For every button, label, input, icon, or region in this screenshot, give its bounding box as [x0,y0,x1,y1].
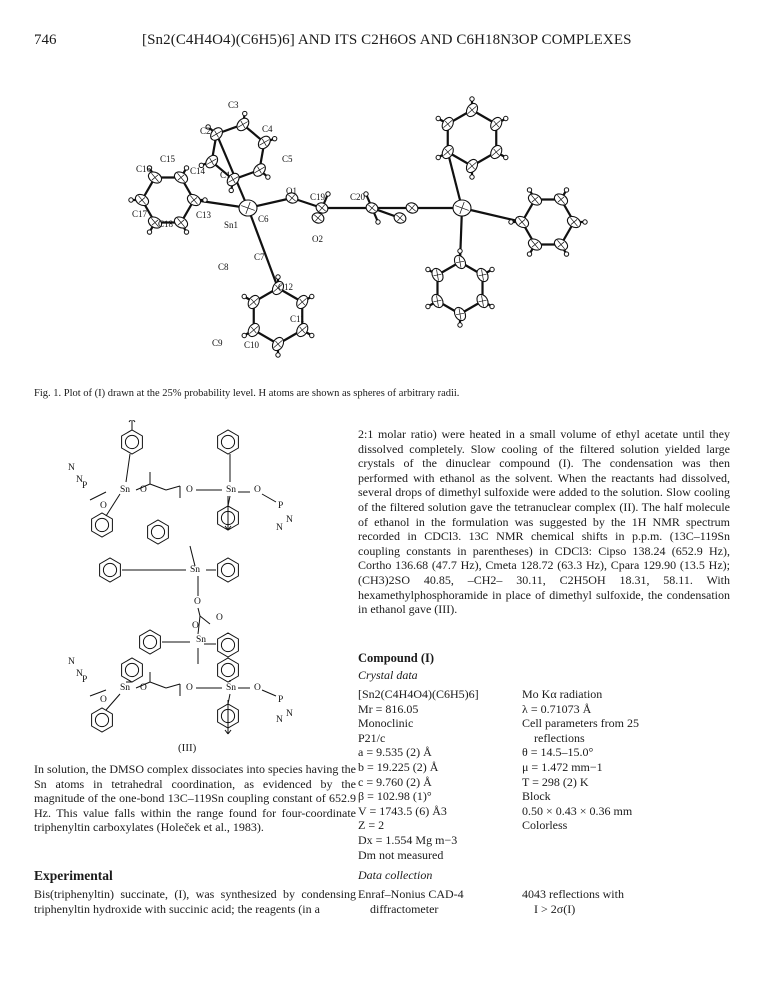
atom-ellipsoids [129,97,587,357]
bond [150,484,166,490]
nitrogen-symbol: N [276,523,283,533]
oxygen-symbol: O [216,613,223,623]
temperature: T = 298 (2) K [522,774,589,789]
solution-paragraph: In solution, the DMSO complex dissociates into species having the Sn atoms in tetrahedral coordination, as evidenced by the magnitude of the one-bond 13C–119Sn coupling constant of 652.9 Hz. This value falls within the range found for four-coordinate triphenyltin carboxylates (Holeček et al., 1983). [34,762,356,835]
running-title: [Sn2(C4H4O4)(C6H5)6] AND ITS C2H6OS AND C6H18N3OP COMPLEXES [142,32,632,48]
tin-symbol: Sn [196,635,207,645]
nitrogen-symbol: N [76,475,83,485]
atom-label: Sn1 [224,220,239,230]
aromatic-circle [221,435,234,448]
radiation: Mo Kα radiation [522,687,603,701]
hydrogen-sphere [490,304,494,308]
crystal-size: 0.50 × 0.43 × 0.36 mm [522,803,633,818]
phenyl-ring [218,430,239,454]
crystal-shape: Block [522,789,551,804]
experimental-text: Bis(triphenyltin) succinate, (I), was synthesized by condensing triphenyltin hydroxide with succinic acid; the reagents (in a [34,887,356,916]
tin-symbol: Sn [226,683,237,693]
phosphorus-symbol: P [278,501,284,511]
atom-label: C19 [310,192,326,202]
aromatic-circle [95,713,108,726]
page-number: 746 [34,32,57,48]
atom-label: C8 [218,262,229,272]
tin-symbol: Sn [120,485,131,495]
cell-c: c = 9.760 (2) Å [358,774,432,789]
scheme-label: (III) [178,742,197,754]
aromatic-circle [143,635,156,648]
density-x: Dx = 1.554 Mg m−3 [358,832,458,847]
hydrogen-sphere [184,230,188,234]
hydrogen-sphere [426,267,430,271]
data-collection-heading: Data collection [358,868,433,882]
hydrogen-sphere [426,304,430,308]
chemical-scheme [40,420,340,740]
oxygen-symbol: O [140,485,147,495]
hydrogen-sphere [229,188,233,192]
aromatic-circle [221,663,234,676]
hydrogen-sphere [276,275,280,279]
oxygen-symbol: O [100,501,107,511]
crystal-data-left [358,687,518,862]
cell-z: Z = 2 [358,818,385,833]
bond-lines [131,99,585,355]
data-collection-left [358,887,464,916]
absorption-mu: μ = 1.472 mm−1 [522,759,603,774]
phosphorus-symbol: P [278,695,284,705]
phosphorus-symbol: P [82,675,88,685]
atom-label: C17 [132,209,148,219]
aromatic-circle [221,638,234,651]
phenyl-ring [218,558,239,582]
atom-label: C3 [228,100,239,110]
data-collection-right [522,887,624,916]
oxygen-symbol: O [186,485,193,495]
running-header [34,32,754,54]
hydrogen-sphere [326,192,330,196]
figure-caption: Fig. 1. Plot of (I) drawn at the 25% probability level. H atoms are shown as spheres of arbitrary radii. [34,388,460,399]
phenyl-ring [148,520,169,544]
bond [166,486,180,490]
oxygen-symbol: O [254,485,261,495]
hydrogen-sphere [509,220,513,224]
intro-paragraph: 2:1 molar ratio) were heated in a small volume of ethyl acetate until they dissolved completely. Slow cooling of the filtered solution yielded large crystals of the dinuclear compound (I). The condensation was then performed with ethanol as the solvent. When the reactants had dissolved, several drops of dimethyl sulfoxide were added to the solution. Slow cooling of the filtered solution gave the tetranuclear complex (II). The half molecule of ethanol in the formulation was suggested by the 1H NMR spectrum recorded in CDCl3. 13C NMR chemical shifts in p.p.m. (13C–119Sn coupling constants in parentheses) in CDCl3: Cipso 138.24 (652.9 Hz), Cortho 136.68 (47.7 Hz), Cmeta 128.72 (63.3 Hz), Cpara 129.90 (13.5 Hz); (CH3)2SO 40.85, –CH2– 30.11, C2H5OH 18.31, 58.11. With hexamethylphosphoramide in place of dimethyl sulfoxide, the condensation in ethanol gave (III). [358,427,730,617]
nitrogen-symbol: N [68,463,75,473]
phenyl-ring [92,708,113,732]
hydrogen-sphere [564,188,568,192]
bond [262,690,276,696]
bond [262,494,276,502]
hydrogen-sphere [504,116,508,120]
compound-heading: Compound (I) [358,651,435,665]
atom-label: C20 [350,192,366,202]
nitrogen-symbol: N [276,715,283,725]
cell-a: a = 9.535 (2) Å [358,745,432,760]
nitrogen-symbol: N [286,709,293,719]
atom-label: C16 [136,164,152,174]
aromatic-circle [103,563,116,576]
chain-bond [200,616,210,624]
aromatic-circle [125,435,138,448]
cell-volume: V = 1743.5 (6) Å3 [358,803,447,818]
aromatic-circle [221,563,234,576]
ortep-figure [60,90,720,380]
hydrogen-sphere [242,294,246,298]
aromatic-circle [151,525,164,538]
hydrogen-sphere [310,294,314,298]
oxygen-symbol: O [140,683,147,693]
theta-range: θ = 14.5–15.0° [522,745,594,760]
hydrogen-sphere [527,188,531,192]
nitrogen-symbol: N [286,515,293,525]
hydrogen-sphere [583,220,587,224]
cell-params-count: Cell parameters from 25 [522,716,639,731]
bond [106,694,120,710]
cell-beta: β = 102.98 (1)° [358,789,432,804]
diffractometer-word: diffractometer [370,901,439,916]
atom-label: O2 [312,234,323,244]
nitrogen-symbol: N [76,669,83,679]
phenyl-ring [140,630,161,654]
hydrogen-sphere [458,249,462,253]
experimental-heading: Experimental [34,868,113,883]
crystal-color: Colorless [522,818,568,833]
atom-label: C1 [220,170,231,180]
atom-label: O1 [286,186,297,196]
crystal-formula: [Sn2(C4H4O4)(C6H5)6] [358,687,479,701]
density-m: Dm not measured [358,847,444,862]
hydrogen-sphere [376,220,380,224]
bond [90,492,106,500]
tin-symbol: Sn [226,485,237,495]
atom-label: C9 [212,338,223,348]
aromatic-circle [95,518,108,531]
crystal-data-heading: Crystal data [358,668,418,682]
crystal-space-group: P21/c [358,730,386,745]
cell-params-reflections: reflections [534,730,585,745]
bond [166,684,180,688]
phenyl-ring [122,658,143,682]
hydrogen-sphere [436,116,440,120]
oxygen-symbol: O [194,597,201,607]
reflections-criterion: I > 2σ(I) [534,901,576,916]
hydrogen-sphere [504,155,508,159]
phenyl-ring [100,558,121,582]
crystal-data-right [522,687,742,833]
bond [198,608,200,616]
atom-label: C4 [262,124,273,134]
hydrogen-sphere [276,353,280,357]
oxygen-symbol: O [100,695,107,705]
hydrogen-sphere [203,198,207,202]
aromatic-circle [125,663,138,676]
hydrogen-sphere [564,252,568,256]
phenyl-ring [218,658,239,682]
hydrogen-sphere [310,333,314,337]
bond [190,546,195,566]
hydrogen-sphere [243,111,247,115]
atom-label: C15 [160,154,176,164]
phosphorus-symbol: P [82,481,88,491]
atom-label: C2 [200,126,211,136]
hydrogen-sphere [129,198,133,202]
atom-label: C6 [258,214,269,224]
hydrogen-sphere [436,155,440,159]
hydrogen-sphere [527,252,531,256]
hydrogen-sphere [272,136,276,140]
hydrogen-sphere [490,267,494,271]
phenyl-ring [218,633,239,657]
nitrogen-symbol: N [68,657,75,667]
atom-label: C10 [244,340,260,350]
hydrogen-sphere [266,175,270,179]
atom-label: C12 [278,282,294,292]
atom-label: C11 [290,314,305,324]
wavelength: λ = 0.71073 Å [522,701,592,716]
oxygen-symbol: O [254,683,261,693]
atom-labels [132,100,366,350]
crystal-mr: Mr = 816.05 [358,701,419,716]
crystal-system: Monoclinic [358,716,414,731]
atom-label: C13 [196,210,212,220]
oxygen-symbol: O [192,621,199,631]
bond [448,152,462,208]
bond [106,494,120,516]
phenyl-ring [92,513,113,537]
oxygen-symbol: O [186,683,193,693]
atom-label: C7 [254,252,265,262]
hydrogen-sphere [458,323,462,327]
hydrogen-sphere [242,333,246,337]
atom-label: C5 [282,154,293,164]
atom-label: C18 [158,219,174,229]
hydrogen-sphere [184,166,188,170]
bond [126,454,130,482]
atom-label: C14 [190,166,206,176]
hydrogen-sphere [470,175,474,179]
tin-symbol: Sn [120,683,131,693]
diffractometer-name: Enraf–Nonius CAD-4 [358,887,464,901]
reflections-count: 4043 reflections with [522,887,624,901]
hydrogen-sphere [470,97,474,101]
cell-b: b = 19.225 (2) Å [358,759,439,774]
phenyl-ring [122,430,143,454]
tin-symbol: Sn [190,565,201,575]
hydrogen-sphere [147,230,151,234]
bond [150,682,166,688]
